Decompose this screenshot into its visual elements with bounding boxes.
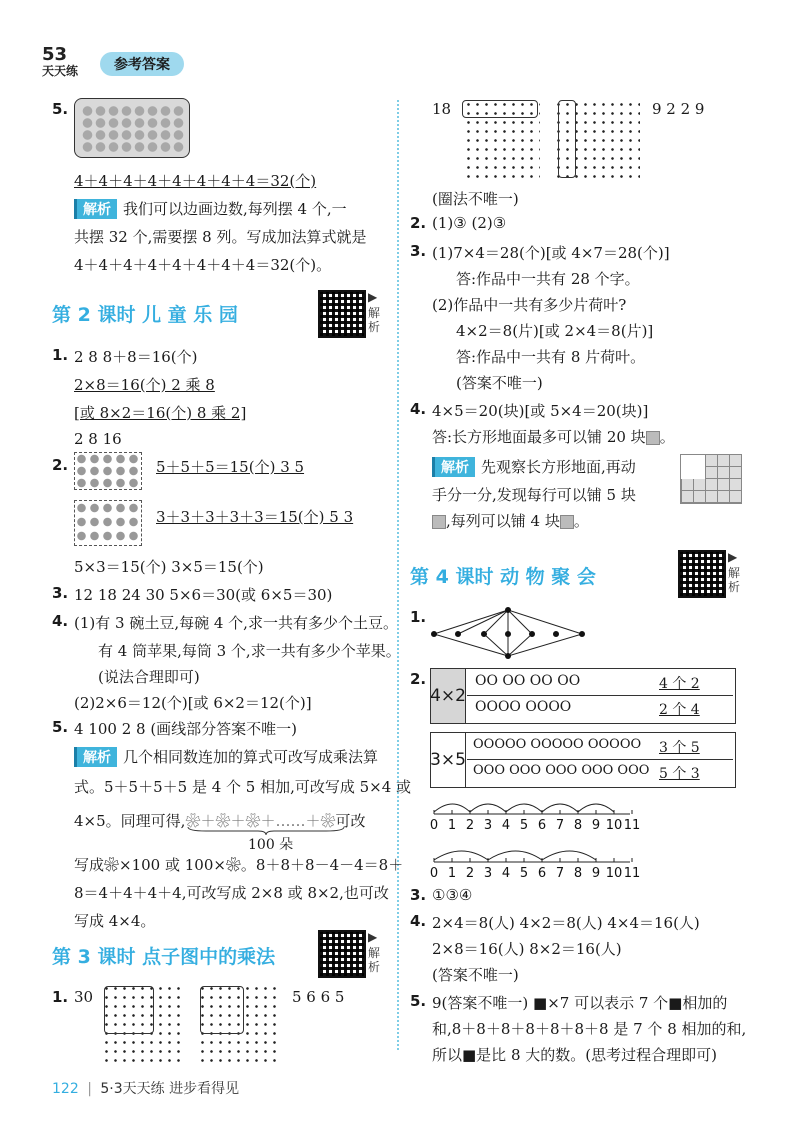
- svg-text:天天练: 天天练: [42, 64, 79, 78]
- l4-q5-number: 5.: [410, 992, 427, 1010]
- flower-sum: ❀＋❀＋❀＋……＋❀: [185, 812, 336, 830]
- svg-text:53: 53: [42, 44, 68, 65]
- l2-q4-line2: 有 4 筒苹果,每筒 3 个,求一共有多少个苹果。: [98, 642, 401, 660]
- l4-q2-row1-label: 4×2: [431, 669, 466, 723]
- numberline-label: 8: [573, 818, 583, 833]
- l4-q4-line1: 2×4＝8(人) 4×2＝8(人) 4×4＝16(人): [432, 914, 700, 932]
- l4-q2-number: 2.: [410, 670, 427, 688]
- l2-q5-jiexi-line2: 式。5＋5＋5＋5 是 4 个 5 相加,可改写成 5×4 或: [74, 778, 412, 796]
- l3-dot-grid-b-circle: [200, 986, 244, 1034]
- jiexi-badge: 解析: [432, 457, 475, 477]
- l2-q5-text: 4 100 2 8 (画线部分答案不唯一): [74, 720, 298, 738]
- lesson4-qr-code[interactable]: [678, 550, 726, 598]
- l2-q5-jiexi-line4: 写成❀×100 或 100×❀。8＋8＋8－4－4＝8＋: [74, 856, 404, 874]
- r-q4-line1: 4×5＝20(块)[或 5×4＝20(块)]: [432, 402, 649, 420]
- numberline-label: 9: [591, 818, 601, 833]
- r-top-answer-b: 9 2 2 9: [652, 100, 705, 118]
- numberline-label: 1: [447, 866, 457, 881]
- l4-q2-row2-circles-a: OOOOO OOOOO OOOOO: [473, 737, 642, 752]
- numberline-b: [429, 840, 641, 881]
- r-q2-number: 2.: [410, 214, 427, 232]
- r-q2-text: (1)③ (2)③: [432, 214, 507, 232]
- q5-jiexi-line1: 解析 我们可以边画边数,每列摆 4 个,一: [74, 198, 347, 219]
- l4-q1-number: 1.: [410, 608, 427, 626]
- l2-q2-dot-group-a: [74, 452, 142, 490]
- r-q3-line3: (2)作品中一共有多少片荷叶?: [432, 296, 627, 314]
- numberline-label: 7: [555, 866, 565, 881]
- r-q4-jiexi-line1: 解析 先观察长方形地面,再动: [432, 456, 636, 477]
- r-q3-line4: 4×2＝8(片)[或 2×4＝8(片)]: [456, 322, 654, 340]
- l2-q3-number: 3.: [52, 584, 69, 602]
- l2-q5-jiexi-line3: 4×5。同理可得,❀＋❀＋❀＋……＋❀可改: [74, 812, 366, 830]
- lesson2-title: 第 2 课时 儿 童 乐 园: [52, 304, 238, 326]
- l2-q1-line2: 2×8＝16(个) 2 乘 8: [74, 376, 215, 394]
- l4-q3-text: ①③④: [432, 886, 473, 904]
- lesson3-qr-code[interactable]: [318, 930, 366, 978]
- l4-q2-row2: [430, 732, 736, 788]
- r-q4-jiexi-line3: ,每列可以铺 4 块 。: [432, 510, 589, 531]
- q5-jiexi-line3: 4＋4＋4＋4＋4＋4＋4＋4＝32(个)。: [74, 256, 332, 274]
- l2-q4-number: 4.: [52, 612, 69, 630]
- lesson2-qr-label-b: 析: [368, 320, 381, 334]
- numberline-label: 6: [537, 866, 547, 881]
- l2-q5-number: 5.: [52, 718, 69, 736]
- numberline-label: 10: [605, 866, 623, 881]
- l2-q1-number: 1.: [52, 346, 69, 364]
- l2-q2-line3: 5×3＝15(个) 3×5＝15(个): [74, 558, 264, 576]
- numberline-label: 8: [573, 866, 583, 881]
- numberline-label: 4: [501, 866, 511, 881]
- numberline-label: 10: [605, 818, 623, 833]
- l2-q4-line4: (2)2×6＝12(个)[或 6×2＝12(个)]: [74, 694, 312, 712]
- jiexi-badge: 解析: [74, 747, 117, 767]
- r-top-note: (圈法不唯一): [432, 190, 519, 208]
- l2-q2-dot-group-b: [74, 500, 142, 546]
- lesson2-qr-play-icon: ▶: [368, 290, 378, 304]
- numberline-label: 11: [623, 866, 641, 881]
- l4-q2-row1-answer-a: 4 个 2: [659, 676, 700, 692]
- numberline-label: 0: [429, 818, 439, 833]
- lesson3-qr-label-b: 析: [368, 960, 381, 974]
- l2-q4-line1: (1)有 3 碗土豆,每碗 4 个,求一共有多少个土豆。: [74, 614, 398, 632]
- l4-q1-diagram: [428, 604, 588, 660]
- numberline-label: 2: [465, 818, 475, 833]
- l3-q1-answer-b: 5 6 6 5: [292, 988, 345, 1006]
- l4-q5-line2: 和,8＋8＋8＋8＋8＋8＋8 是 7 个 8 相加的和,: [432, 1020, 747, 1038]
- l4-q2-row1-answer-b: 2 个 4: [659, 702, 700, 718]
- l3-q1-number: 1.: [52, 988, 69, 1006]
- l3-q1-answer-a: 30: [74, 988, 94, 1006]
- r-q3-line6: (答案不唯一): [456, 374, 543, 392]
- r-dot-grid-b-circle: [558, 100, 576, 178]
- q5-equation: 4＋4＋4＋4＋4＋4＋4＋4＝32(个): [74, 172, 317, 190]
- numberline-label: 5: [519, 866, 529, 881]
- lesson4-qr-play-icon: ▶: [728, 550, 738, 564]
- numberline-label: 1: [447, 818, 457, 833]
- lesson3-title: 第 3 课时 点子图中的乘法: [52, 946, 276, 968]
- lesson4-qr-label-b: 析: [728, 580, 741, 594]
- l4-q2-row1: [430, 668, 736, 724]
- r-q3-number: 3.: [410, 242, 427, 260]
- lesson2-qr-code[interactable]: [318, 290, 366, 338]
- numberline-label: 3: [483, 818, 493, 833]
- l4-q2-row2-answer-b: 5 个 3: [659, 766, 700, 782]
- tile-icon: [646, 431, 660, 445]
- lesson4-title: 第 4 课时 动 物 聚 会: [410, 566, 596, 588]
- numberline-label: 4: [501, 818, 511, 833]
- l4-q4-number: 4.: [410, 912, 427, 930]
- r-q4-line2: 答:长方形地面最多可以铺 20 块 。: [432, 428, 675, 446]
- l2-q2-number: 2.: [52, 456, 69, 474]
- l4-q5-line1: 9(答案不唯一) ■×7 可以表示 7 个■相加的: [432, 994, 728, 1012]
- l4-q2-row1-circles-a: OO OO OO OO: [475, 673, 581, 689]
- numberline-label: 7: [555, 818, 565, 833]
- lesson2-qr-label-a: 解: [368, 306, 381, 320]
- r-dot-grid-a-circle: [462, 100, 538, 118]
- footer-brand: 5·3天天练 进步看得见: [100, 1081, 240, 1097]
- numberline-label: 3: [483, 866, 493, 881]
- page-number: 122: [52, 1081, 79, 1097]
- r-q3-line1: (1)7×4＝28(个)[或 4×7＝28(个)]: [432, 244, 670, 262]
- column-divider: [397, 100, 399, 1050]
- answer-tag: 参考答案: [100, 52, 184, 76]
- numberline-label: 5: [519, 818, 529, 833]
- counter-tray: [74, 98, 190, 158]
- numberline-label: 2: [465, 866, 475, 881]
- numberline-label: 11: [623, 818, 641, 833]
- l4-q4-line3: (答案不唯一): [432, 966, 519, 984]
- counter-dots: [81, 105, 185, 153]
- numberline-label: 0: [429, 866, 439, 881]
- tile-icon: [560, 515, 574, 529]
- jiexi-badge: 解析: [74, 199, 117, 219]
- brace-label: 100 朵: [248, 837, 294, 853]
- l2-q2-line2: 3＋3＋3＋3＋3＝15(个) 5 3: [156, 508, 354, 526]
- l2-q3-text: 12 18 24 30 5×6＝30(或 6×5＝30): [74, 586, 333, 604]
- l4-q2-row2-answer-a: 3 个 5: [659, 740, 700, 756]
- l2-q2-line1: 5＋5＋5＝15(个) 3 5: [156, 458, 305, 476]
- l2-q5-jiexi-line5: 8＝4＋4＋4＋4,可改写成 2×8 或 8×2,也可改: [74, 884, 389, 902]
- l2-q1-line1: 2 8 8＋8＝16(个): [74, 348, 198, 366]
- l4-q3-number: 3.: [410, 886, 427, 904]
- tile-icon: [432, 515, 446, 529]
- r-top-answer-a: 18: [432, 100, 452, 118]
- l2-q5-jiexi-line1: 解析 几个相同数连加的算式可改写成乘法算: [74, 746, 378, 767]
- footer-separator: |: [87, 1081, 92, 1097]
- l4-q5-line3: 所以■是比 8 大的数。(思考过程合理即可): [432, 1046, 717, 1064]
- lesson4-qr-label-a: 解: [728, 566, 741, 580]
- l2-q1-line4: 2 8 16: [74, 430, 122, 448]
- l3-dot-grid-a-circle: [104, 986, 154, 1034]
- brand-logo: [40, 42, 96, 78]
- l2-q1-line3: [或 8×2＝16(个) 8 乘 2]: [74, 404, 247, 422]
- l2-q5-jiexi-line6: 写成 4×4。: [74, 912, 156, 930]
- q5-number: 5.: [52, 100, 69, 118]
- lesson3-qr-play-icon: ▶: [368, 930, 378, 944]
- q5-jiexi-line2: 共摆 32 个,需要摆 8 列。写成加法算式就是: [74, 228, 367, 246]
- floor-tiles-figure: [680, 454, 742, 504]
- l4-q2-row1-circles-b: OOOO OOOO: [475, 699, 572, 715]
- footer: [52, 1078, 239, 1098]
- l4-q2-row2-circles-b: OOO OOO OOO OOO OOO: [473, 763, 650, 778]
- l4-q2-row2-label: 3×5: [431, 733, 466, 787]
- r-q4-number: 4.: [410, 400, 427, 418]
- numberline-label: 6: [537, 818, 547, 833]
- r-q3-line2: 答:作品中一共有 28 个字。: [456, 270, 640, 288]
- r-q4-jiexi-line2: 手分一分,发现每行可以铺 5 块: [432, 486, 636, 504]
- numberline-a: [429, 792, 641, 833]
- r-q3-line5: 答:作品中一共有 8 片荷叶。: [456, 348, 646, 366]
- l2-q4-line3: (说法合理即可): [98, 668, 200, 686]
- l4-q4-line2: 2×8＝16(人) 8×2＝16(人): [432, 940, 622, 958]
- numberline-label: 9: [591, 866, 601, 881]
- lesson3-qr-label-a: 解: [368, 946, 381, 960]
